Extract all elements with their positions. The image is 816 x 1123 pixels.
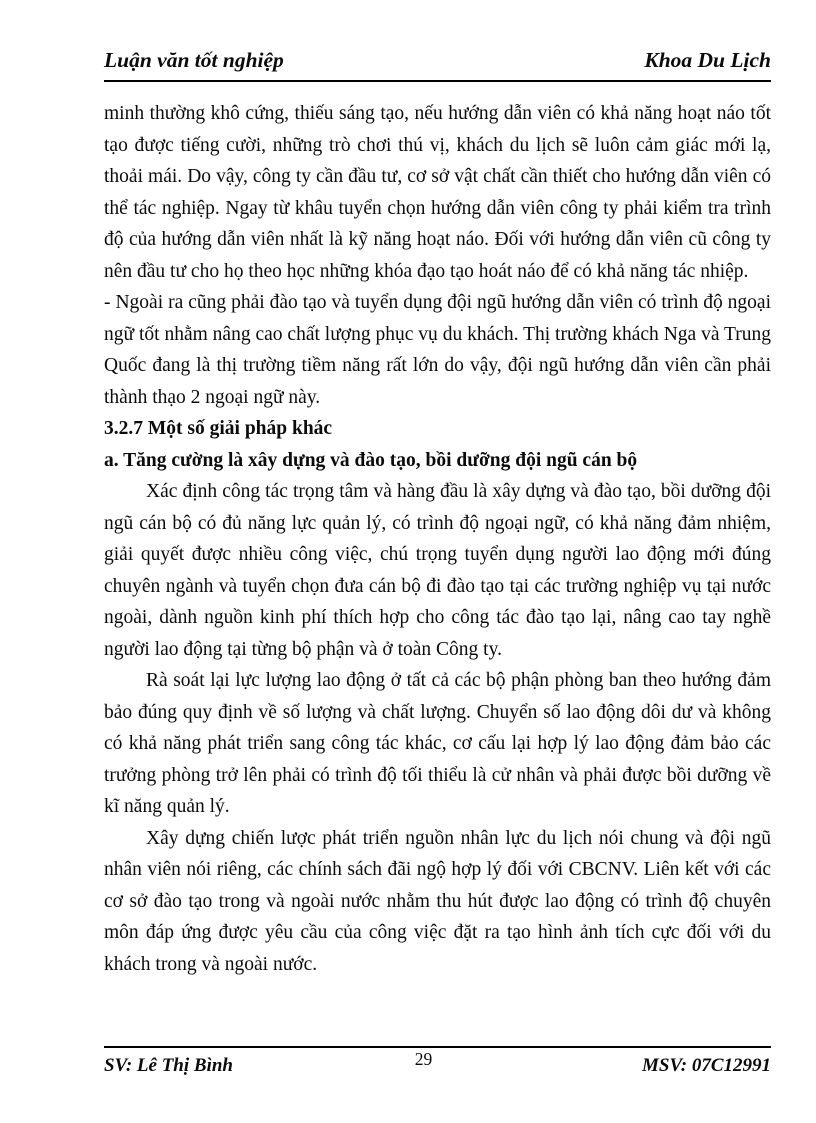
document-body xyxy=(104,98,771,980)
header-right-title: Khoa Du Lịch xyxy=(644,48,771,72)
page-footer xyxy=(104,1046,771,1077)
paragraph-continuation: minh thường khô cứng, thiếu sáng tạo, nếu hướng dẫn viên có khả năng hoạt náo tốt tạo được tiếng cười, những trò chơi thú vị, khách du lịch sẽ luôn cảm giác mới lạ, thoải mái. Do vậy, công ty cần đầu tư, cơ sở vật chất cần thiết cho hướng dẫn viên có thể tác nghiệp. Ngay từ khâu tuyển chọn hướng dẫn viên công ty phải kiểm tra trình độ của hướng dẫn viên nhất là kỹ năng hoạt náo. Đối với hướng dẫn viên cũ công ty nên đầu tư cho họ theo học những khóa đạo tạo hoát náo để có khả năng tác nhiệp. xyxy=(104,103,771,282)
footer-student-name: SV: Lê Thị Bình xyxy=(104,1055,233,1076)
footer-row xyxy=(104,1048,771,1077)
paragraph-xay-dung: Xây dựng chiến lược phát triển nguồn nhân lực du lịch nói chung và đội ngũ nhân viên nói riêng, các chính sách đãi ngộ hợp lý đối với CBCNV. Liên kết với các cơ sở đào tạo trong và ngoài nước nhằm thu hút được lao động có trình độ chuyên môn đáp ứng được yêu cầu của công việc đặt ra tạo hình ảnh tích cực đối với du khách trong và ngoài nước. xyxy=(104,827,771,975)
paragraph-xac-dinh: Xác định công tác trọng tâm và hàng đầu là xây dựng và đào tạo, bồi dưỡng đội ngũ cán bộ có đủ năng lực quản lý, có trình độ ngoại ngữ, có khả năng đảm nhiệm, giải quyết được nhiều công việc, chú trọng tuyển dụng người lao động mới đúng chuyên ngành và tuyển chọn đưa cán bộ đi đào tạo tại các trường nghiệp vụ tại nước ngoài, dành nguồn kinh phí thích hợp cho công tác đào tạo lại, nâng cao tay nghề người lao động tại từng bộ phận và ở toàn Công ty. xyxy=(104,481,771,660)
header-left-title: Luận văn tốt nghiệp xyxy=(104,48,284,72)
page-number: 29 xyxy=(414,1049,433,1069)
page-content xyxy=(104,48,771,980)
paragraph-dash-item: - Ngoài ra cũng phải đào tạo và tuyển dụng đội ngũ hướng dẫn viên có trình độ ngoại ngữ tốt nhằm nâng cao chất lượng phục vụ du khách. Thị trường khách Nga và Trung Quốc đang là thị trường tiềm năng rất lớn do vậy, đội ngũ hướng dẫn viên cần phải thành thạo 2 ngoại ngữ này. xyxy=(104,292,771,408)
heading-section-a: a. Tăng cường là xây dựng và đào tạo, bồi dưỡng đội ngũ cán bộ xyxy=(104,449,638,471)
page-header xyxy=(104,48,771,82)
paragraph-ra-soat: Rà soát lại lực lượng lao động ở tất cả các bộ phận phòng ban theo hướng đảm bảo đúng quy định về số lượng và chất lượng. Chuyển số lao động dôi dư và không có khả năng phát triển sang công tác khác, cơ cấu lại hợp lý lao động đảm bảo các trưởng phòng trở lên phải có trình độ tối thiểu là cử nhân và phải được bồi dưỡng về kĩ năng quản lý. xyxy=(104,670,771,817)
heading-3-2-7: 3.2.7 Một số giải pháp khác xyxy=(104,418,333,439)
footer-student-id: MSV: 07C12991 xyxy=(642,1055,771,1076)
